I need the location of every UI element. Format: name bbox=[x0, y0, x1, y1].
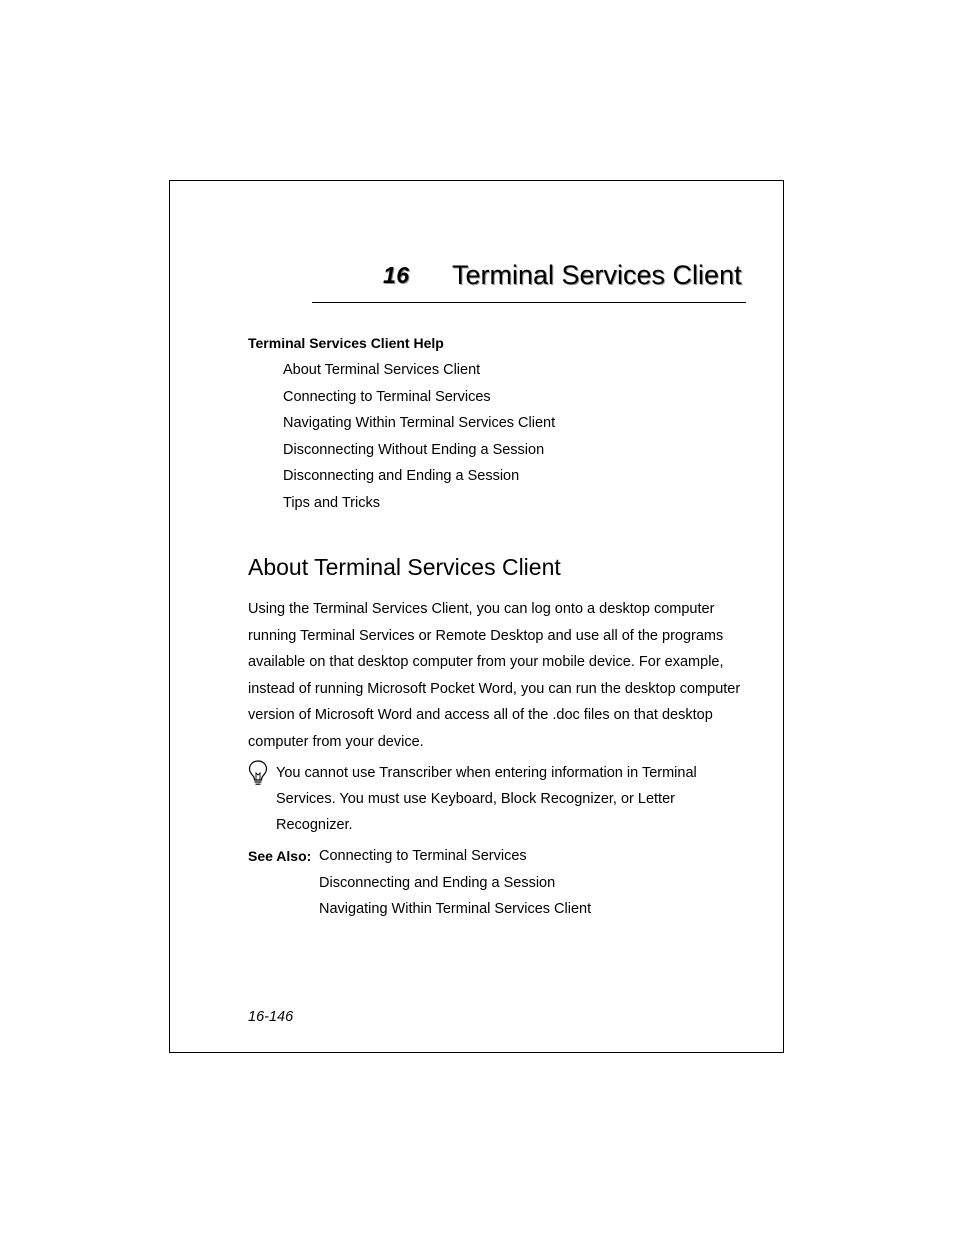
help-topic-item[interactable]: Disconnecting Without Ending a Session bbox=[283, 441, 545, 458]
see-also-item[interactable]: Disconnecting and Ending a Session bbox=[319, 874, 556, 891]
body-paragraph: Using the Terminal Services Client, you can log onto a desktop computer running Terminal Services or Remote Desktop and use all of the programs available on that desktop computer from your mobile device. For example, instead of running Microsoft Pocket Word, you can run the desktop computer version of Microsoft Word and access all of the .doc files on that desktop computer from your device. bbox=[248, 601, 741, 750]
help-topic-item[interactable]: Connecting to Terminal Services bbox=[283, 388, 491, 405]
help-topic-item[interactable]: Disconnecting and Ending a Session bbox=[283, 468, 520, 484]
note-text: You cannot use Transcriber when entering information in Terminal Services. You must use Keyboard, Block Recognizer, or Letter Recognizer. bbox=[276, 765, 697, 833]
chapter-heading bbox=[312, 260, 746, 303]
help-section-title: Terminal Services Client Help bbox=[248, 335, 444, 351]
help-topic-item[interactable]: Navigating Within Terminal Services Client bbox=[283, 415, 556, 431]
lightbulb-icon bbox=[247, 759, 269, 787]
chapter-number: 16 bbox=[383, 262, 410, 288]
section-heading: About Terminal Services Client bbox=[248, 554, 561, 580]
page-number: 16-146 bbox=[248, 1009, 294, 1025]
help-topic-item[interactable]: About Terminal Services Client bbox=[283, 362, 481, 378]
see-also-item[interactable]: Connecting to Terminal Services bbox=[319, 848, 527, 864]
see-also-label: See Also: bbox=[248, 848, 312, 864]
help-topic-list bbox=[283, 360, 555, 519]
help-topic-item[interactable]: Tips and Tricks bbox=[283, 494, 380, 511]
chapter-title: Terminal Services Client bbox=[452, 260, 742, 290]
see-also-item[interactable]: Navigating Within Terminal Services Client bbox=[319, 901, 592, 917]
see-also-list bbox=[319, 846, 591, 926]
